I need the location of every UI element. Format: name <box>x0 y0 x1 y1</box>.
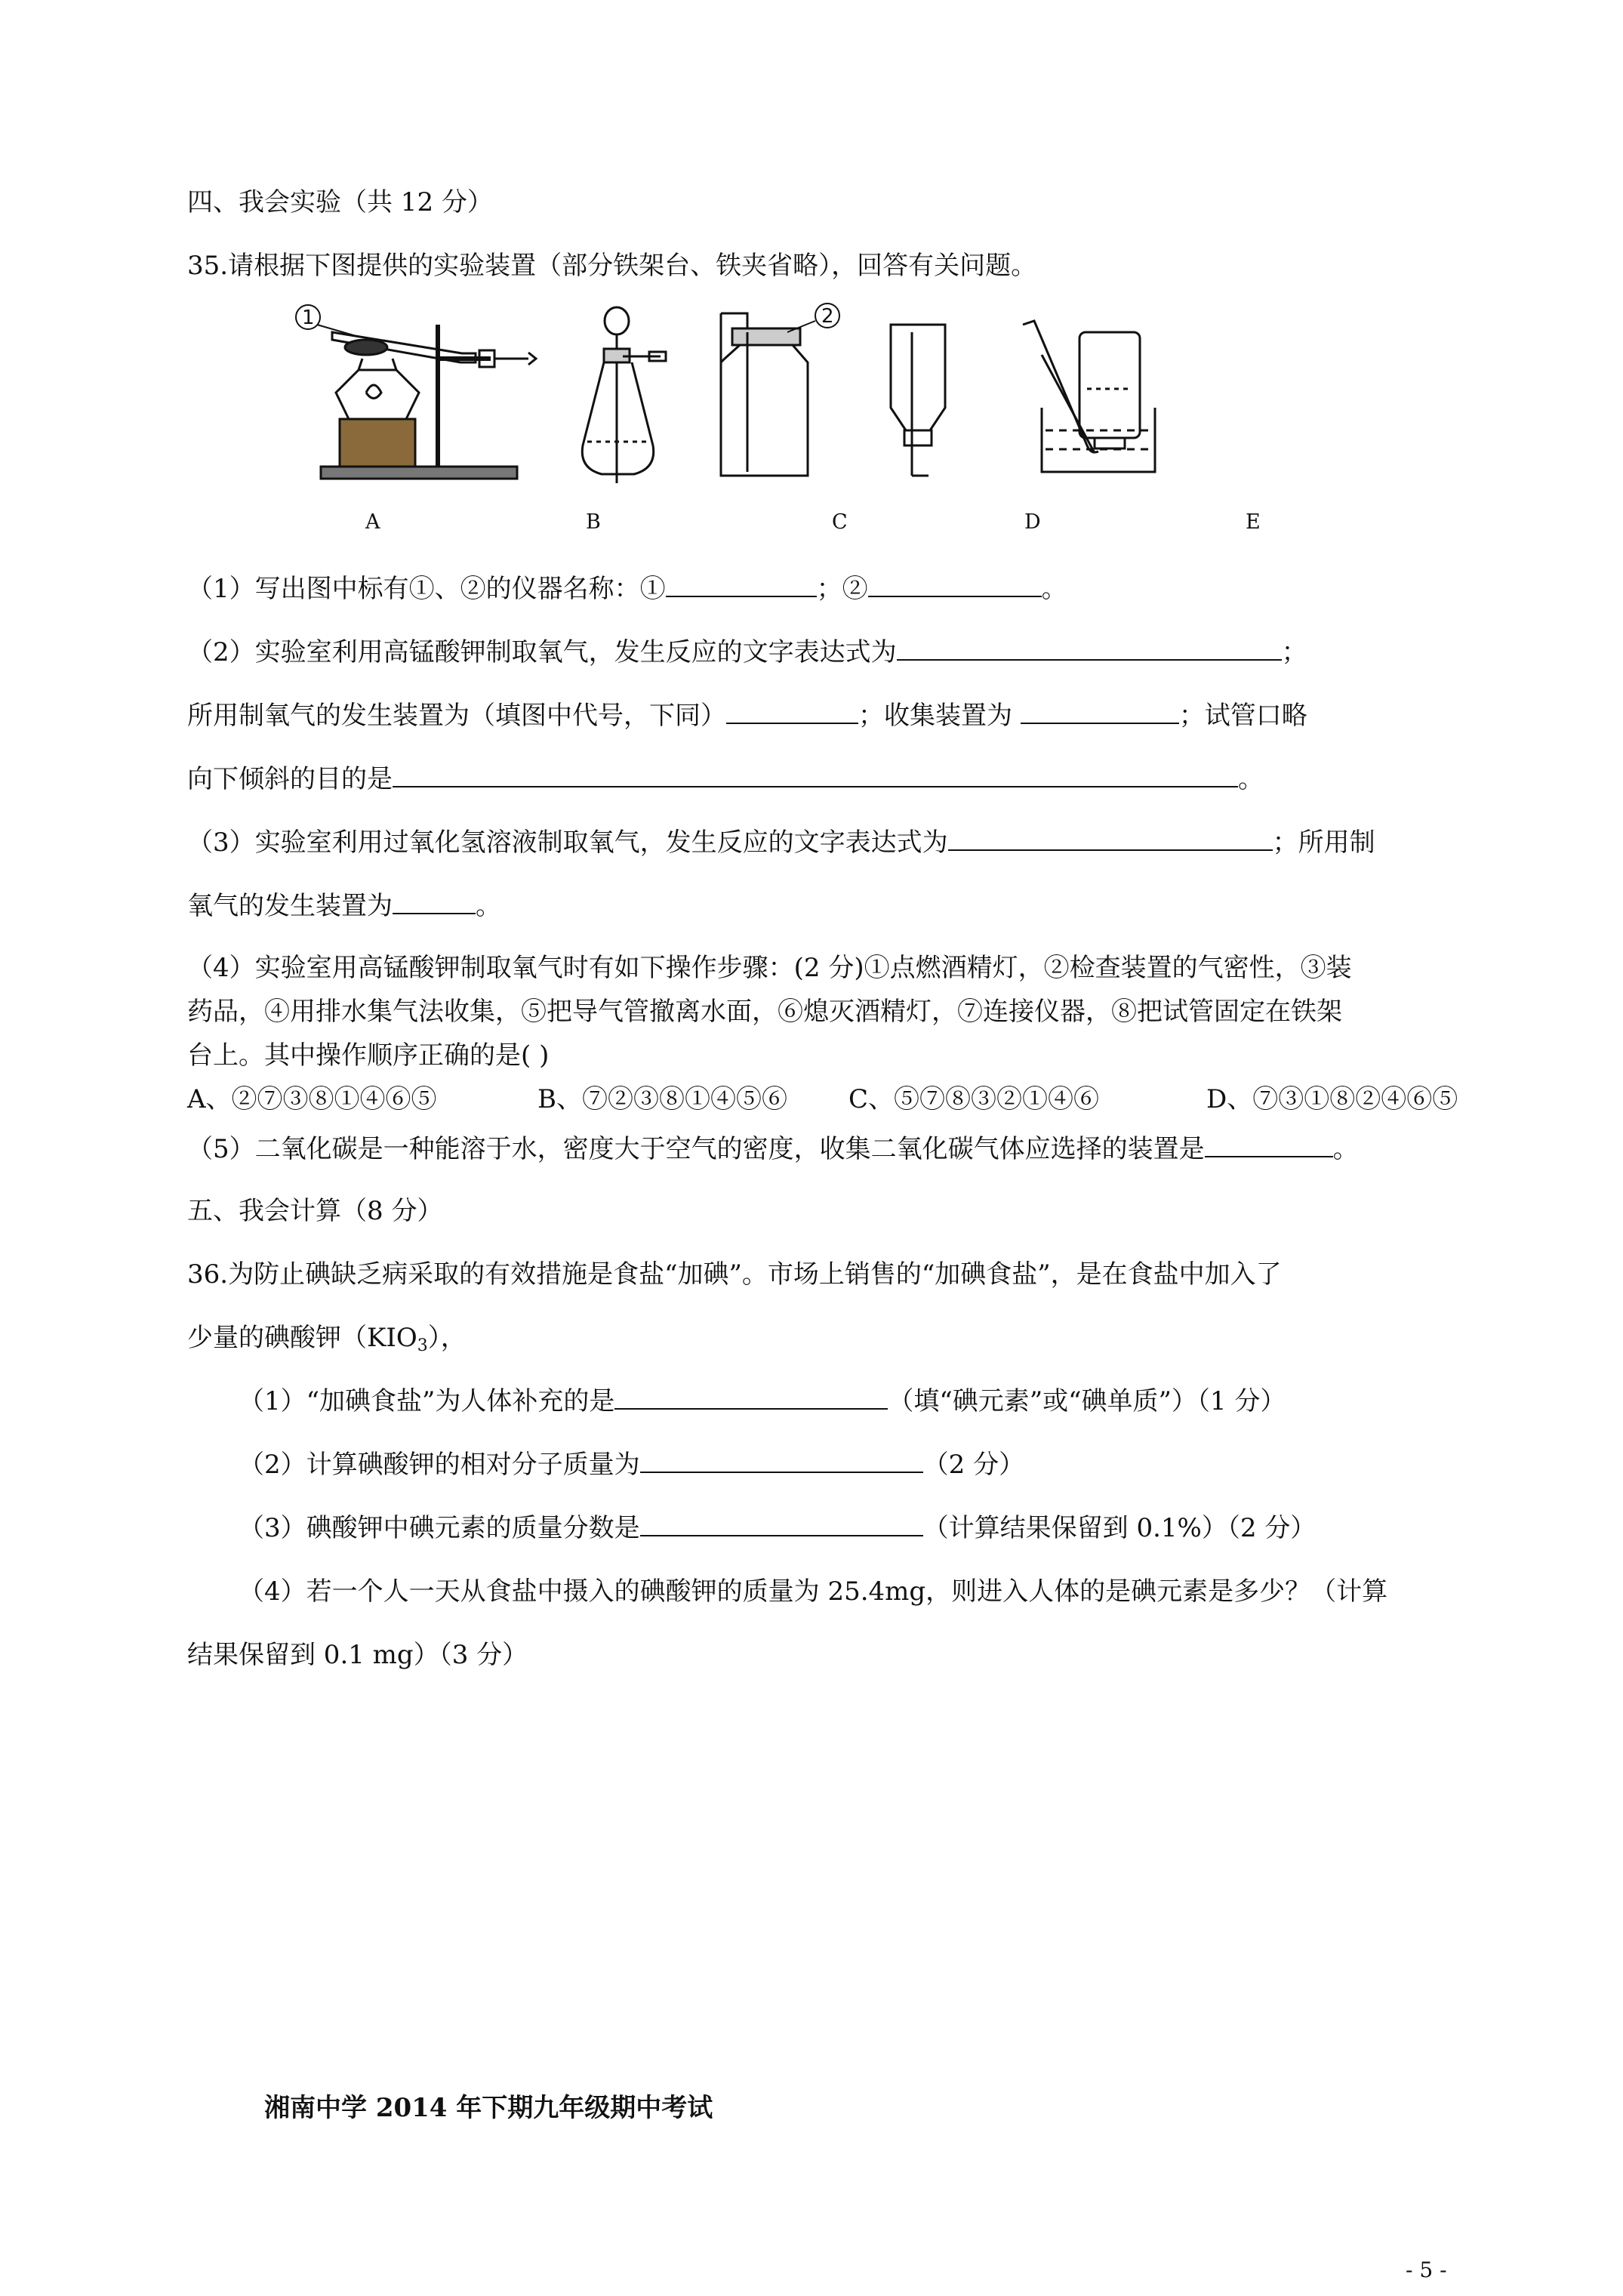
part3-text: （3）实验室利用过氧化氢溶液制取氧气，发生反应的文字表达式为 <box>187 827 948 858</box>
sub1-text: （填“碘元素”或“碘单质”）（1 分） <box>888 1386 1286 1416</box>
sub2-text: （2）计算碘酸钾的相对分子质量为 <box>239 1450 640 1480</box>
part2-text: ；试管口略 <box>1178 701 1307 731</box>
sub2-text: （2 分） <box>922 1450 1025 1480</box>
answer-blank[interactable] <box>640 1512 923 1536</box>
q35-part3-line2 <box>187 889 501 923</box>
label-d: D <box>1024 510 1041 534</box>
q36-sub2 <box>239 1448 1024 1481</box>
apparatus-b <box>582 307 666 483</box>
answer-blank[interactable] <box>948 827 1273 851</box>
sub3-text: （3）碘酸钾中碘元素的质量分数是 <box>239 1513 640 1543</box>
answer-blank[interactable] <box>726 700 858 724</box>
stem-text: ）， <box>427 1323 467 1353</box>
q35-part2-line1 <box>187 636 1307 669</box>
answer-blank[interactable] <box>640 1449 923 1473</box>
q35-part5 <box>187 1133 1359 1166</box>
part2-punct: ； <box>1281 637 1307 667</box>
part5-end: 。 <box>1332 1134 1359 1164</box>
sub3-text: （计算结果保留到 0.1%）（2 分） <box>922 1513 1317 1543</box>
q35-part4-line3: 台上。其中操作顺序正确的是( ) <box>187 1040 550 1071</box>
part2-text: 所用制氧气的发生装置为（填图中代号，下同） <box>187 701 726 731</box>
part3-text: 氧气的发生装置为 <box>187 891 393 921</box>
q35-part1 <box>187 572 1067 606</box>
subscript: 3 <box>417 1336 428 1355</box>
part2-text: 向下倾斜的目的是 <box>187 764 393 794</box>
answer-blank[interactable] <box>666 573 817 597</box>
answer-blank[interactable] <box>1021 700 1179 724</box>
option-d[interactable]: D、⑦③①⑧②④⑥⑤ <box>1206 1084 1458 1114</box>
apparatus-a <box>296 305 536 479</box>
option-b[interactable]: B、⑦②③⑧①④⑤⑥ <box>537 1084 787 1114</box>
answer-blank[interactable] <box>1205 1133 1333 1157</box>
part1-text: （1）写出图中标有①、②的仪器名称：① <box>187 574 666 604</box>
q36-sub4-line1: （4）若一个人一天从食盐中摄入的碘酸钾的质量为 25.4mg，则进入人体的是碘元素是多少？（计算 <box>239 1576 1388 1607</box>
q35-part4-line2: 药品，④用排水集气法收集，⑤把导气管撤离水面，⑥熄灭酒精灯，⑦连接仪器，⑧把试管固定在铁架 <box>187 997 1342 1027</box>
label-b: B <box>586 510 601 534</box>
q36-sub1 <box>239 1385 1286 1418</box>
part2-text: （2）实验室利用高锰酸钾制取氧气，发生反应的文字表达式为 <box>187 637 897 667</box>
apparatus-c <box>721 304 839 476</box>
label-c: C <box>832 510 848 534</box>
svg-text:1: 1 <box>302 307 315 329</box>
label-a: A <box>365 510 380 534</box>
part2-end: 。 <box>1238 764 1264 794</box>
option-a[interactable]: A、②⑦③⑧①④⑥⑤ <box>187 1084 437 1114</box>
apparatus-d <box>891 325 945 476</box>
answer-blank[interactable] <box>393 890 476 914</box>
svg-text:2: 2 <box>821 305 834 328</box>
apparatus-figure <box>287 287 1359 536</box>
answer-blank[interactable] <box>897 636 1282 661</box>
label-e: E <box>1246 510 1261 534</box>
answer-blank[interactable] <box>393 763 1238 787</box>
answer-blank[interactable] <box>614 1385 888 1410</box>
stem-text: 少量的碘酸钾（KIO <box>187 1323 417 1353</box>
q36-sub3 <box>239 1512 1316 1545</box>
section-title: 四、我会实验（共 12 分） <box>187 187 493 217</box>
part3-text: ；所用制 <box>1272 827 1375 858</box>
q35-part4-line1: （4）实验室用高锰酸钾制取氧气时有如下操作步骤：(2 分)①点燃酒精灯，②检查装置的气密性，③装 <box>187 953 1352 983</box>
option-c[interactable]: C、⑤⑦⑧③②①④⑥ <box>848 1084 1100 1114</box>
q35-part2-line3 <box>187 763 1264 796</box>
question-stem: 35.请根据下图提供的实验装置（部分铁架台、铁夹省略），回答有关问题。 <box>187 251 1037 281</box>
part1-text-2: ；② <box>816 574 868 604</box>
q36-sub4-line2: 结果保留到 0.1 mg）（3 分） <box>187 1640 528 1670</box>
q35-part2-line2 <box>187 699 1307 732</box>
apparatus-e <box>1023 321 1155 472</box>
exam-title: 湘南中学 2014 年下期九年级期中考试 <box>264 2093 713 2123</box>
sub1-text: （1）“加碘食盐”为人体补充的是 <box>239 1386 615 1416</box>
part5-text: （5）二氧化碳是一种能溶于水，密度大于空气的密度，收集二氧化碳气体应选择的装置是 <box>187 1134 1205 1164</box>
q35-part3-line1 <box>187 826 1375 859</box>
answer-blank[interactable] <box>868 573 1042 597</box>
page-number: - 5 - <box>1406 2257 1447 2282</box>
part3-end: 。 <box>476 891 501 921</box>
section-title: 五、我会计算（8 分） <box>187 1196 443 1226</box>
question-stem-line2 <box>187 1321 467 1363</box>
part1-end: 。 <box>1041 574 1067 604</box>
question-stem: 36.为防止碘缺乏病采取的有效措施是食盐“加碘”。市场上销售的“加碘食盐”，是在食盐中加入了 <box>187 1259 1282 1290</box>
part2-text: ；收集装置为 <box>858 701 1021 731</box>
